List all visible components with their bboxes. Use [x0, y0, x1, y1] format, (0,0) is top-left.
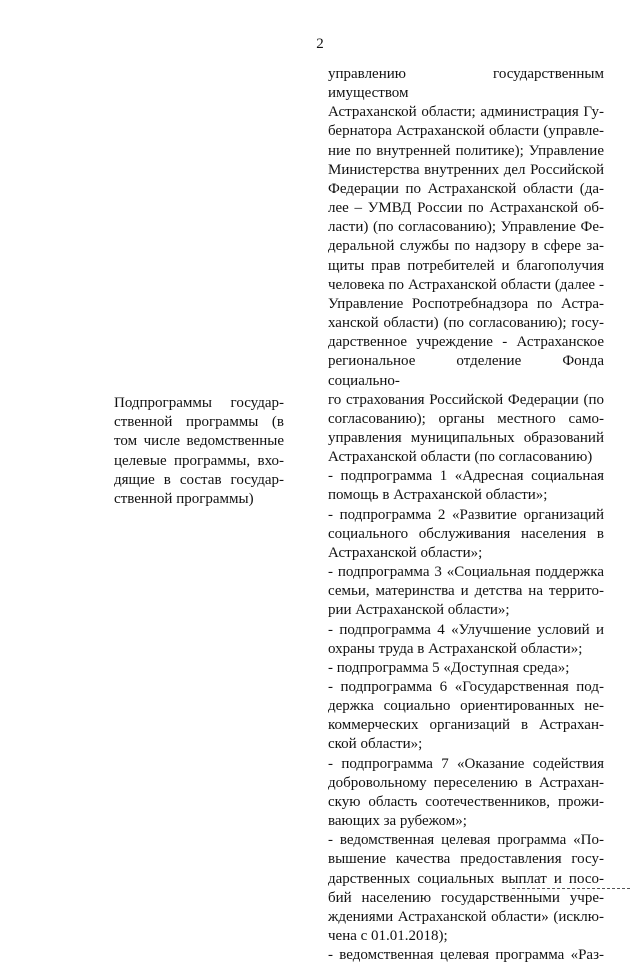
right_column-line: Астраханской области (по согласованию) [328, 449, 593, 466]
right_column-line: го страхования Российской Федерации (по [328, 391, 604, 408]
right_column-line: держка социально ориентированных не- [328, 698, 604, 715]
right_column-line: вающих за рубежом»; [328, 813, 467, 830]
right_column-line: вышение качества предоставления госу- [328, 851, 604, 868]
right_column-line: Астраханской области»; [328, 544, 483, 561]
right_column-line: - подпрограмма 3 «Социальная поддержка [328, 564, 604, 581]
right_column-line: ханской области) (по согласованию); госу- [328, 315, 604, 332]
right_column-line: Министерства внутренних дел Российской [328, 161, 604, 178]
right_column-line: бернатора Астраханской области (управле- [328, 123, 604, 140]
right_column-line: - подпрограмма 5 «Доступная среда»; [328, 659, 570, 676]
right_column-line: дарственных социальных выплат и посо- [328, 870, 604, 887]
right_column-line: охраны труда в Астраханской области»; [328, 640, 583, 657]
left_column-line: ственной программы (в [114, 414, 284, 431]
left_column-line: ственной программы) [114, 491, 254, 508]
right_column-line: лее – УМВД России по Астраханской об- [328, 200, 604, 217]
right_column-line: бий населению государственными учре- [328, 889, 604, 906]
right_column-line: ние по внутренней политике); Управление [328, 142, 604, 159]
right_column-line: - подпрограмма 2 «Развитие организаций [328, 506, 604, 523]
right_column-line: семьи, материнства и детства на террито- [328, 583, 604, 600]
right_column-line: чена с 01.01.2018); [328, 928, 448, 945]
right_column-line: коммерческих организаций в Астрахан- [328, 717, 604, 734]
right_column-line: добровольному переселению в Астрахан- [328, 774, 604, 791]
left_column-line: дящие в состав государ- [114, 471, 284, 488]
right_column-line: Управление Роспотребнадзора по Астра- [328, 295, 604, 312]
right_column-line: - ведомственная целевая программа «Раз- [328, 947, 604, 964]
right_column-line: рии Астраханской области»; [328, 602, 510, 619]
right_column-line: деральной службы по надзору в сфере за- [328, 238, 604, 255]
right_column-line: человека по Астраханской области (далее - [328, 276, 604, 293]
right_column-line: управлению государственным имуществом [328, 66, 604, 102]
right_column-line: - подпрограмма 4 «Улучшение условий и [328, 621, 604, 638]
right_column-line: ской области»; [328, 736, 423, 753]
right_column-line: Астраханской области; администрация Гу- [328, 104, 604, 121]
right_column-line: Федерации по Астраханской области (да- [328, 180, 604, 197]
right_column-line: управления муниципальных образований [328, 429, 604, 446]
row-value-text [328, 65, 604, 965]
row-label-subprograms [114, 394, 284, 509]
right_column-line: согласованию); органы местного само- [328, 410, 604, 427]
footer-rule [512, 888, 630, 889]
right_column-line: помощь в Астраханской области»; [328, 487, 548, 504]
left_column-line: том числе ведомственные [114, 433, 284, 450]
page-number: 2 [316, 36, 324, 52]
right_column-line: - подпрограмма 6 «Государственная под- [328, 679, 604, 695]
right_column-line: скую область соотечественников, прожи- [328, 793, 604, 810]
right_column-line: дарственное учреждение - Астраханское [328, 334, 604, 351]
left_column-line: целевые программы, вхо- [114, 452, 284, 469]
right_column-line: - подпрограмма 1 «Адресная социальная [328, 468, 604, 485]
right_column-line: социального обслуживания населения в [328, 525, 604, 542]
right_column-line: - ведомственная целевая программа «По- [328, 832, 604, 849]
right_column-line: ждениями Астраханской области» (исклю- [328, 908, 604, 925]
right_column-line: региональное отделение Фонда социально- [328, 353, 604, 389]
right_column-line: щиты прав потребителей и благополучия [328, 257, 604, 274]
left_column-line: Подпрограммы государ- [114, 395, 284, 411]
right_column-line: - подпрограмма 7 «Оказание содействия [328, 755, 604, 772]
right_column-line: ласти) (по согласованию); Управление Фе- [328, 219, 604, 236]
